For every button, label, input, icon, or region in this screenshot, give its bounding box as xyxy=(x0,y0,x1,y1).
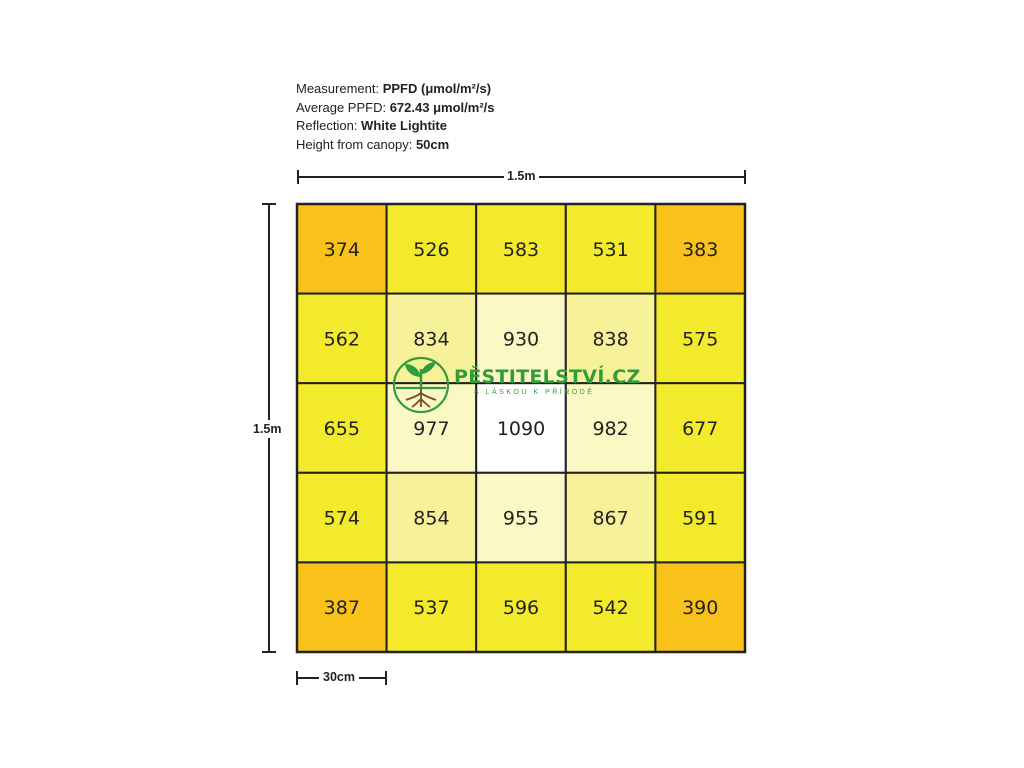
heatmap-cell-value: 596 xyxy=(502,597,540,620)
heatmap-cell-value: 867 xyxy=(592,507,629,530)
heatmap-cell-value: 537 xyxy=(413,597,450,620)
sprout-logo-icon xyxy=(390,355,452,415)
heatmap-cells xyxy=(297,204,745,652)
logo-tagline: S LÁSKOU K PŘÍRODĚ xyxy=(474,389,595,396)
heatmap-cell-value: 834 xyxy=(413,328,450,351)
heatmap-cell-value: 526 xyxy=(413,238,450,261)
logo xyxy=(390,355,641,415)
heatmap-cell-value: 583 xyxy=(502,238,540,261)
measurement-value: PPFD (μmol/m²/s) xyxy=(382,81,492,96)
heatmap-cell-value: 542 xyxy=(592,597,629,620)
heatmap-cell-value: 930 xyxy=(502,328,540,351)
heatmap-cell-value: 562 xyxy=(323,328,360,351)
heatmap-cell-value: 531 xyxy=(592,238,629,261)
width-label: 1.5m xyxy=(504,169,539,183)
measurement-line: Measurement: PPFD (μmol/m²/s) xyxy=(296,81,492,96)
heatmap-cell-value: 1090 xyxy=(496,418,546,440)
heatmap-cell-value: 854 xyxy=(413,507,450,530)
logo-name: PĚSTITELSTVÍ.CZ xyxy=(454,366,641,388)
heatmap-cell-value: 574 xyxy=(323,507,360,530)
average-line: Average PPFD: 672.43 μmol/m²/s xyxy=(296,99,495,115)
heatmap-cell-value: 655 xyxy=(323,418,360,440)
heatmap-cell-value: 838 xyxy=(592,328,629,351)
heatmap-cell-value: 977 xyxy=(413,418,450,440)
reflection-value: White Lightite xyxy=(361,118,447,133)
cell-size-label: 30cm xyxy=(319,670,359,684)
heatmap-cell-value: 575 xyxy=(682,328,719,351)
heatmap-cell-value: 387 xyxy=(323,597,360,620)
height-line: Height from canopy: 50cm xyxy=(296,136,450,152)
heatmap-cell-value: 390 xyxy=(682,597,719,620)
heatmap-cell-value: 383 xyxy=(682,238,719,261)
reflection-line: Reflection: White Lightite xyxy=(296,118,447,133)
heatmap-cell-value: 982 xyxy=(592,418,629,440)
heatmap-cell-value: 955 xyxy=(502,507,540,530)
height-value: 50cm xyxy=(415,136,450,152)
average-value: 672.43 μmol/m²/s xyxy=(389,99,495,115)
heatmap-cell-value: 374 xyxy=(323,238,360,261)
heatmap-cell-value: 591 xyxy=(682,507,719,530)
heatmap-cell-value: 677 xyxy=(682,418,719,440)
height-label: 1.5m xyxy=(253,422,282,436)
